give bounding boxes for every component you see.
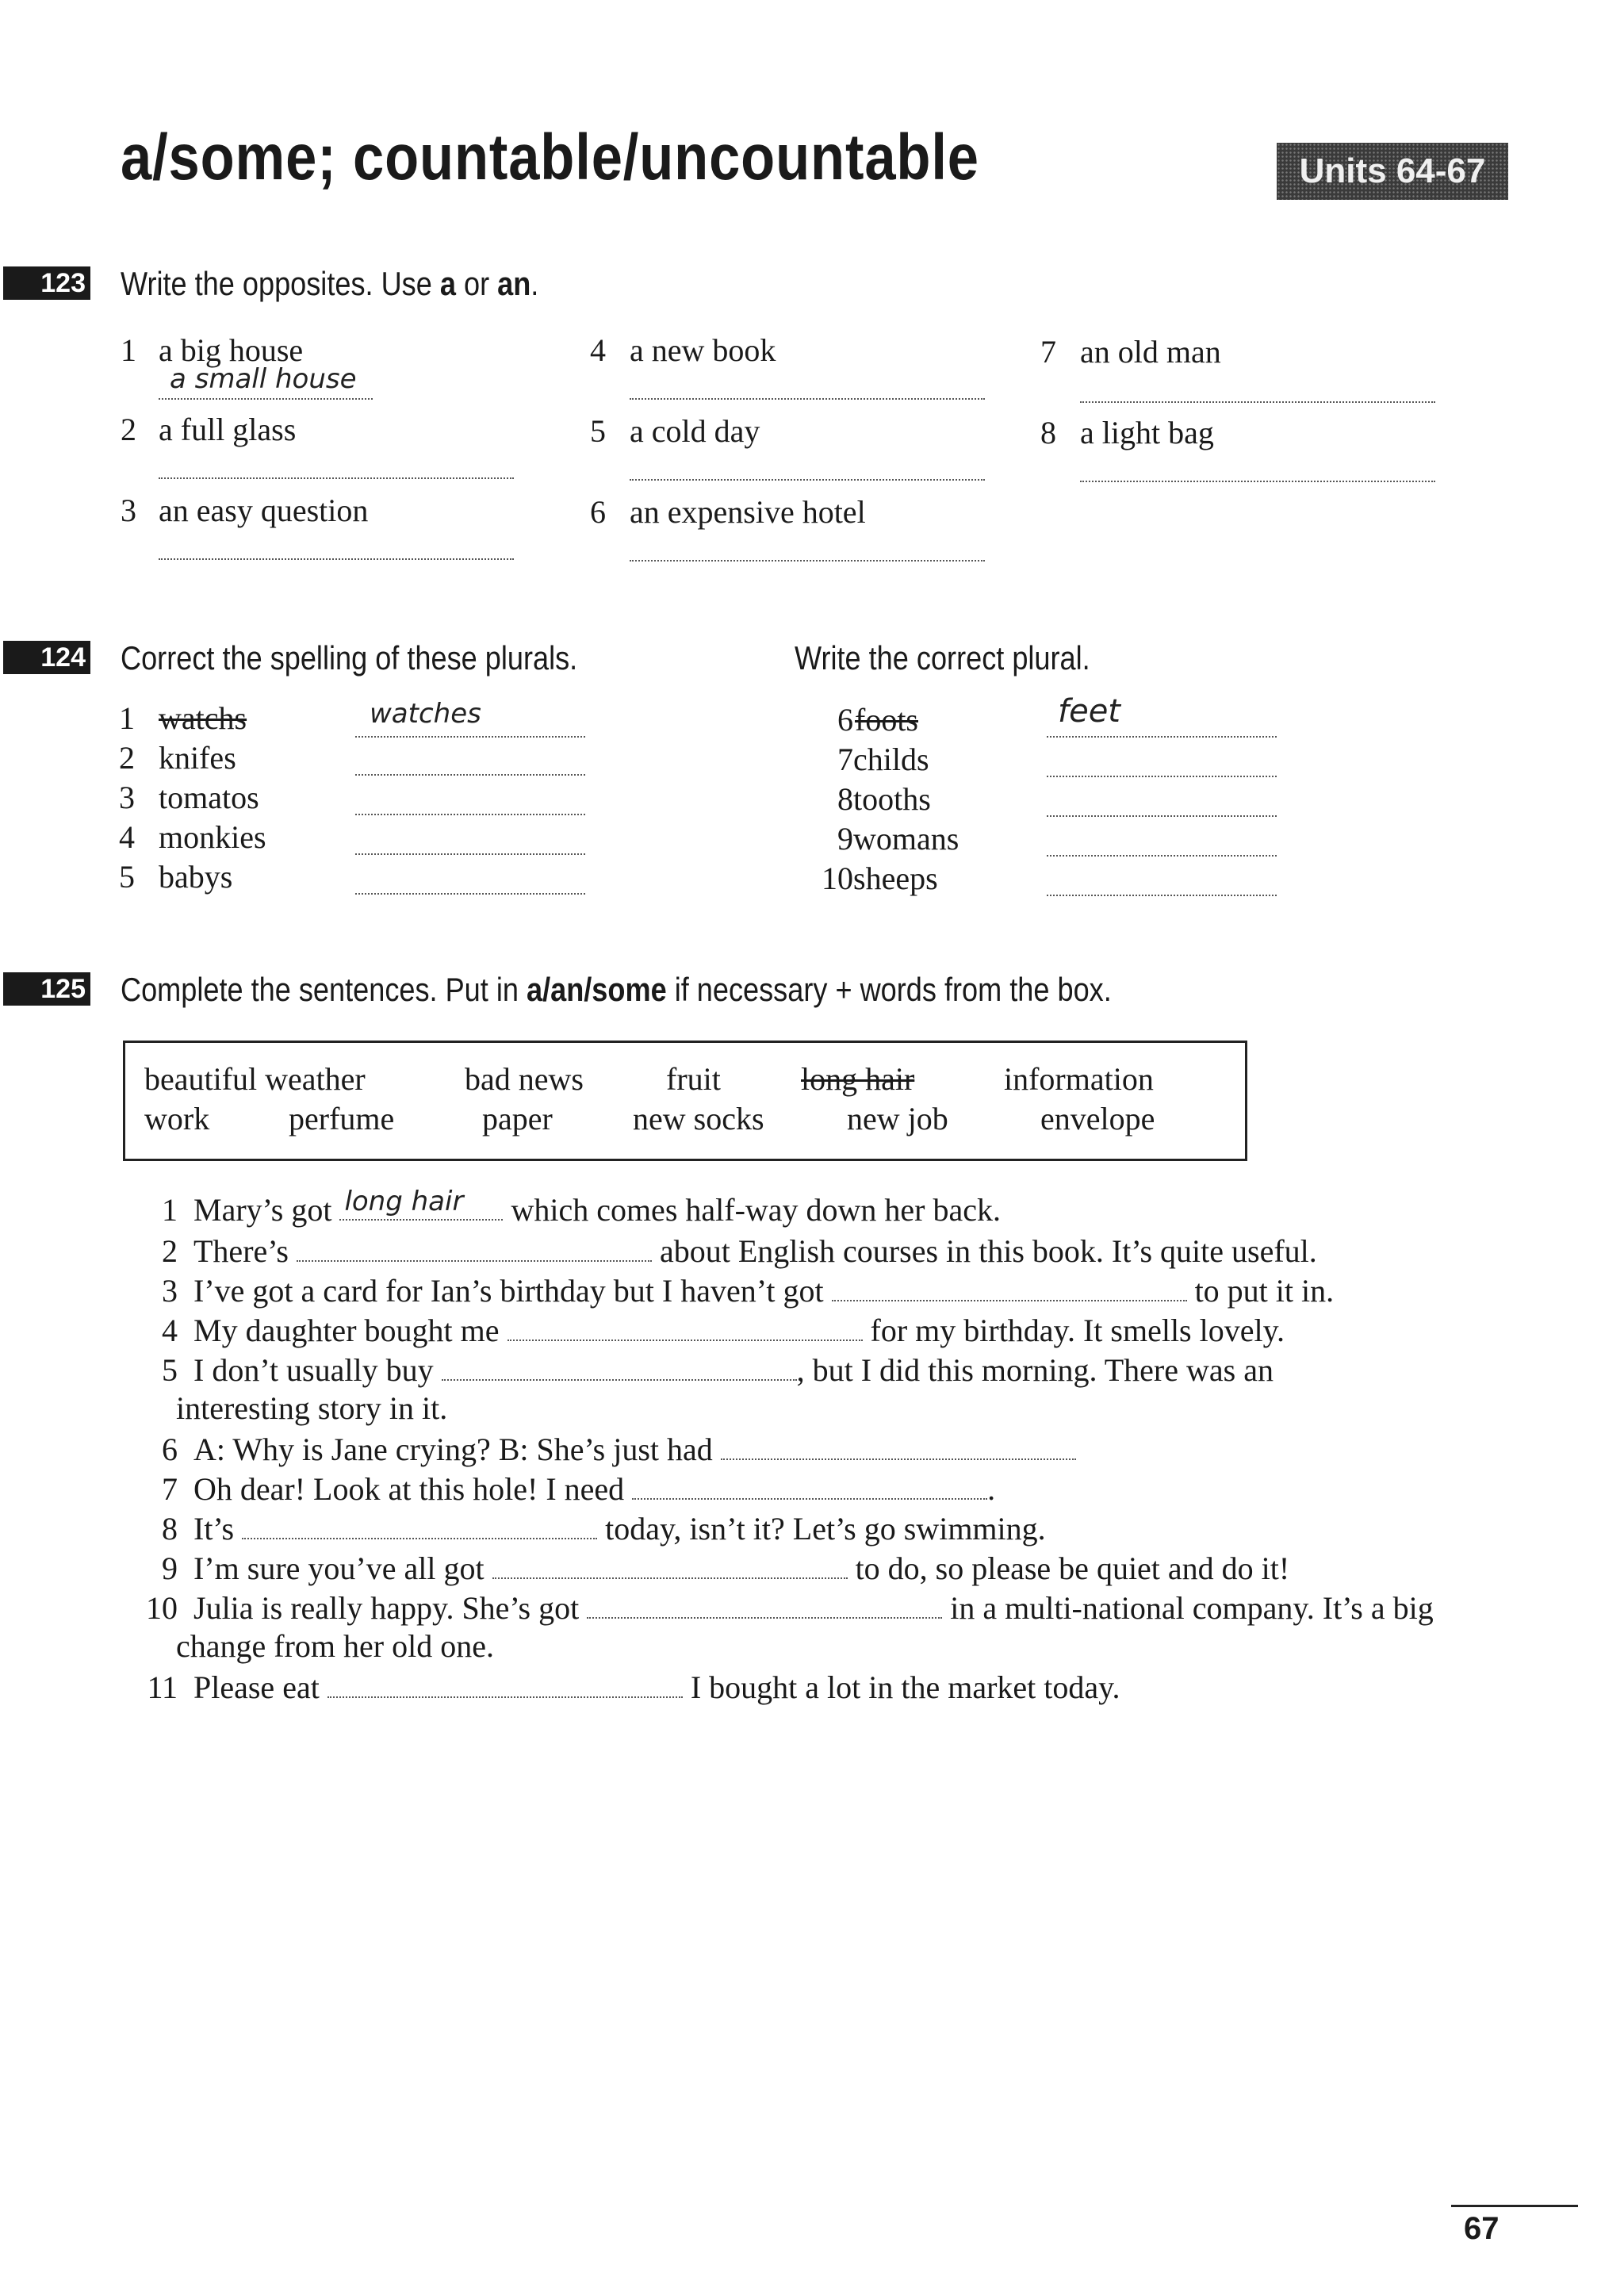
item-number: 8 xyxy=(1040,415,1056,450)
sentence-text: I’m sure you’ve all got xyxy=(193,1550,492,1586)
answer-blank[interactable] xyxy=(587,1595,942,1619)
sentence xyxy=(119,1232,1317,1270)
sentence-number: 5 xyxy=(162,1352,178,1388)
sentence xyxy=(119,1589,1434,1627)
ex124-instruction-left: Correct the spelling of these plurals. xyxy=(121,639,578,676)
ex124-answer-line[interactable] xyxy=(1047,895,1277,896)
ex124-answer-line[interactable] xyxy=(355,814,585,815)
item-number: 5 xyxy=(119,859,135,895)
item-text: tomatos xyxy=(159,780,259,815)
ex125-instruction xyxy=(121,971,1112,1009)
item-text: a full glass xyxy=(159,412,297,447)
sentence-text: about English courses in this book. It’s quite useful. xyxy=(651,1233,1317,1269)
answer-blank[interactable] xyxy=(832,1278,1187,1301)
ex124-answer-line[interactable] xyxy=(355,736,585,738)
box-word: information xyxy=(1004,1061,1154,1097)
ex123-answer-line[interactable] xyxy=(159,477,514,479)
sentence-text: Julia is really happy. She’s got xyxy=(193,1590,588,1626)
ex123-item xyxy=(121,492,368,529)
ex124-handwritten-answer: watches xyxy=(370,698,481,730)
item-text: a big house xyxy=(159,332,304,368)
box-word: paper xyxy=(482,1101,553,1136)
instruction-text: Write the opposites. Use xyxy=(121,265,440,302)
item-number: 4 xyxy=(119,819,135,855)
sentence-text: to do, so please be quiet and do it! xyxy=(847,1550,1290,1586)
sentence-text: for my birthday. It smells lovely. xyxy=(862,1313,1285,1348)
sentence xyxy=(119,1510,1046,1547)
instruction-text: . xyxy=(530,265,539,302)
item-number: 4 xyxy=(590,332,606,368)
sentence-number: 2 xyxy=(162,1233,178,1269)
item-text: monkies xyxy=(159,819,266,855)
sentence-number: 7 xyxy=(162,1471,178,1507)
item-number: 6 xyxy=(590,494,606,530)
ex124-item xyxy=(793,780,931,818)
sentence-number: 3 xyxy=(162,1273,178,1309)
box-word: bad news xyxy=(465,1061,584,1097)
ex123-answer-line[interactable] xyxy=(630,398,985,400)
ex124-item xyxy=(119,739,236,776)
sentence-text: A: Why is Jane crying? B: She’s just had xyxy=(193,1432,721,1467)
exercise-badge-124: 124 xyxy=(3,641,90,674)
sentence-text: . xyxy=(987,1471,996,1507)
item-text: a light bag xyxy=(1080,415,1214,450)
answer-blank[interactable] xyxy=(339,1186,503,1221)
ex123-answer-line[interactable] xyxy=(1080,401,1435,403)
sentence-text: to put it in. xyxy=(1186,1273,1335,1309)
ex123-answer-line[interactable] xyxy=(1080,481,1435,482)
ex124-instruction-right: Write the correct plural. xyxy=(795,639,1090,676)
instruction-bold: a/an/some xyxy=(526,971,667,1008)
ex123-item xyxy=(1040,333,1221,370)
box-word: fruit xyxy=(666,1061,721,1097)
item-number: 9 xyxy=(837,821,853,857)
sentence-continuation: interesting story in it. xyxy=(176,1390,448,1426)
ex123-instruction xyxy=(121,265,538,303)
sentence xyxy=(119,1470,995,1508)
box-word: new socks xyxy=(633,1101,764,1136)
instruction-text: or xyxy=(455,265,498,302)
item-text: babys xyxy=(159,859,233,895)
answer-blank[interactable] xyxy=(297,1238,652,1262)
item-number: 3 xyxy=(119,780,135,815)
item-text: an old man xyxy=(1080,334,1221,370)
box-word: envelope xyxy=(1040,1101,1155,1136)
sentence-number: 8 xyxy=(162,1511,178,1547)
ex124-handwritten-answer: feet xyxy=(1058,693,1120,730)
answer-blank[interactable] xyxy=(242,1516,597,1539)
sentence xyxy=(119,1351,1274,1389)
ex124-answer-line[interactable] xyxy=(355,853,585,855)
item-text: sheeps xyxy=(853,860,938,896)
ex124-answer-line[interactable] xyxy=(1047,776,1277,777)
answer-blank[interactable] xyxy=(492,1555,848,1579)
sentence xyxy=(119,1431,1076,1468)
ex123-handwritten-answer: a small house xyxy=(170,363,357,395)
ex123-answer-line[interactable] xyxy=(630,479,985,481)
sentence-text: I’ve got a card for Ian’s birthday but I haven’t got xyxy=(193,1273,832,1309)
sentence xyxy=(119,1186,1001,1228)
ex123-answer-line[interactable] xyxy=(630,560,985,562)
sentence xyxy=(119,1669,1120,1706)
sentence-number: 1 xyxy=(162,1192,178,1228)
page-title: a/some; countable/uncountable xyxy=(121,121,979,194)
answer-blank[interactable] xyxy=(508,1317,863,1341)
instruction-bold-a: a xyxy=(439,265,456,302)
ex123-item xyxy=(121,411,296,448)
sentence-number: 11 xyxy=(147,1669,178,1705)
sentence-text: in a multi-national company. It’s a big xyxy=(942,1590,1434,1626)
box-word-crossed: long hair xyxy=(801,1061,915,1097)
instruction-text: if necessary + words from the box. xyxy=(666,971,1112,1008)
item-number: 2 xyxy=(121,412,136,447)
sentence-text: It’s xyxy=(193,1511,243,1547)
ex124-answer-line[interactable] xyxy=(355,774,585,776)
sentence-text: My daughter bought me xyxy=(193,1313,508,1348)
ex124-item xyxy=(119,779,259,816)
ex123-item xyxy=(590,412,760,450)
sentence xyxy=(119,1272,1334,1309)
units-badge: Units 64-67 xyxy=(1277,143,1508,200)
item-text: a new book xyxy=(630,332,776,368)
item-text: womans xyxy=(853,821,959,857)
ex124-item xyxy=(119,858,232,895)
sentence-text: today, isn’t it? Let’s go swimming. xyxy=(597,1511,1046,1547)
exercise-badge-125: 125 xyxy=(3,972,90,1006)
item-text-crossed: watchs xyxy=(159,700,247,736)
item-number: 7 xyxy=(837,742,853,777)
handwritten-answer: long hair xyxy=(344,1186,464,1217)
box-word: new job xyxy=(847,1101,948,1136)
item-number: 10 xyxy=(822,860,853,896)
sentence-text: I don’t usually buy xyxy=(193,1352,442,1388)
item-number: 6 xyxy=(837,702,853,738)
sentence-number: 4 xyxy=(162,1313,178,1348)
answer-blank[interactable] xyxy=(327,1674,683,1698)
item-number: 7 xyxy=(1040,334,1056,370)
item-number: 1 xyxy=(121,332,136,368)
ex124-item xyxy=(119,818,266,856)
item-text-crossed: foots xyxy=(855,702,918,738)
sentence-text: , but I did this morning. There was an xyxy=(796,1352,1274,1388)
item-number: 3 xyxy=(121,493,136,528)
sentence-text: Mary’s got xyxy=(193,1192,340,1228)
item-text: a cold day xyxy=(630,413,760,449)
item-number: 8 xyxy=(837,781,853,817)
ex123-answer-line[interactable] xyxy=(159,558,514,560)
ex123-item xyxy=(590,332,776,369)
footer-rule xyxy=(1451,2205,1578,2207)
sentence-number: 6 xyxy=(162,1432,178,1467)
box-word: perfume xyxy=(289,1101,395,1136)
answer-blank[interactable] xyxy=(442,1357,797,1381)
ex124-answer-line[interactable] xyxy=(355,893,585,895)
word-box xyxy=(123,1041,1247,1161)
ex124-answer-line[interactable] xyxy=(1047,736,1277,738)
sentence xyxy=(119,1312,1285,1349)
ex124-answer-line[interactable] xyxy=(1047,855,1277,857)
answer-blank[interactable] xyxy=(632,1476,987,1500)
ex124-item xyxy=(793,860,938,897)
ex123-item xyxy=(590,493,866,531)
ex124-item xyxy=(119,699,247,737)
sentence-text: There’s xyxy=(193,1233,297,1269)
sentence-text: I bought a lot in the market today. xyxy=(682,1669,1120,1705)
item-text: childs xyxy=(853,742,929,777)
item-number: 2 xyxy=(119,740,135,776)
sentence-number: 10 xyxy=(146,1590,178,1626)
item-text: an expensive hotel xyxy=(630,494,866,530)
item-text: tooths xyxy=(853,781,931,817)
ex123-item xyxy=(1040,414,1214,451)
ex124-item xyxy=(793,701,918,738)
box-word: beautiful weather xyxy=(144,1061,366,1097)
answer-blank[interactable] xyxy=(721,1436,1076,1460)
item-number: 1 xyxy=(119,700,135,736)
box-word: work xyxy=(144,1101,210,1136)
item-number: 5 xyxy=(590,413,606,449)
sentence-continuation: change from her old one. xyxy=(176,1628,494,1664)
page-number: 67 xyxy=(1464,2211,1500,2246)
ex124-answer-line[interactable] xyxy=(1047,815,1277,817)
ex123-answer-line[interactable] xyxy=(159,398,373,400)
item-text: knifes xyxy=(159,740,236,776)
exercise-badge-123: 123 xyxy=(3,266,90,300)
sentence xyxy=(119,1550,1289,1587)
item-text: an easy question xyxy=(159,493,369,528)
instruction-text: Complete the sentences. Put in xyxy=(121,971,527,1008)
instruction-bold-an: an xyxy=(497,265,531,302)
sentence-number: 9 xyxy=(162,1550,178,1586)
ex124-item xyxy=(793,741,929,778)
ex124-item xyxy=(793,820,959,857)
sentence-text: which comes half-way down her back. xyxy=(503,1192,1001,1228)
sentence-text: Please eat xyxy=(193,1669,327,1705)
sentence-text: Oh dear! Look at this hole! I need xyxy=(193,1471,633,1507)
